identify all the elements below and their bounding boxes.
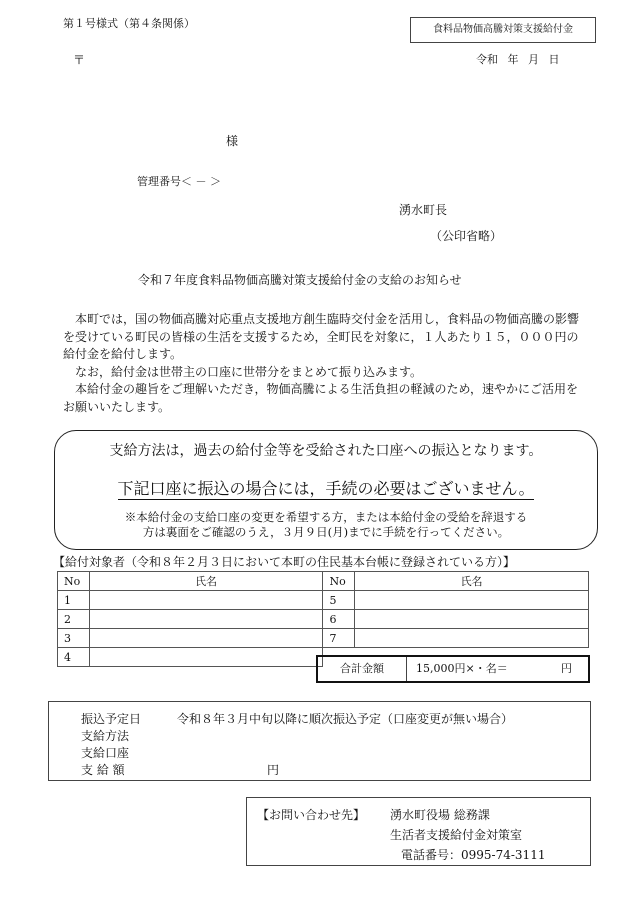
row-no: 4 xyxy=(58,648,90,667)
row-no: 3 xyxy=(58,629,90,648)
management-number: 管理番号＜ － ＞ xyxy=(137,175,221,188)
method-label: 支給方法 xyxy=(81,729,130,743)
body-text xyxy=(63,311,588,416)
row-no: 6 xyxy=(323,610,355,629)
name-cell xyxy=(89,648,323,667)
col-no-left: No xyxy=(58,572,90,591)
notice-line-1: 支給方法は，過去の給付金等を受給された口座への振込となります。 xyxy=(109,443,543,459)
notice-emphasis: 下記口座に振込の場合には，手続の必要はございません。 xyxy=(117,479,535,498)
table-row xyxy=(58,629,589,648)
notice-line-3a: ※本給付金の支給口座の変更を希望する方，または本給付金の受給を辞退する xyxy=(124,510,528,524)
table-row xyxy=(58,591,589,610)
total-unit: 円 xyxy=(561,662,572,675)
body-paragraph-2: なお，給付金は世帯主の口座に世帯分をまとめて振り込みます。 xyxy=(75,364,423,379)
name-cell xyxy=(355,610,589,629)
name-cell xyxy=(355,629,589,648)
body-paragraph-3: 本給付金の趣旨をご理解いただき，物価高騰による生活負担の軽減のため，速やかにご活用をお願いいたします。 xyxy=(63,382,579,414)
col-name-right: 氏名 xyxy=(355,572,589,591)
schedule-value: 令和８年３月中旬以降に順次振込予定（口座変更が無い場合） xyxy=(177,712,514,726)
contact-phone: 電話番号：0995-74-3111 xyxy=(401,848,546,862)
schedule-row xyxy=(81,710,513,727)
name-cell xyxy=(355,591,589,610)
postal-mark: 〒 xyxy=(73,53,86,67)
issuer-name: 湧水町長 xyxy=(399,203,448,217)
name-cell xyxy=(89,610,323,629)
col-no-right: No xyxy=(323,572,355,591)
amount-unit: 円 xyxy=(267,763,280,777)
name-cell xyxy=(89,629,323,648)
form-number: 第１号様式（第４条関係） xyxy=(63,17,195,30)
account-row xyxy=(81,744,177,761)
row-no: 7 xyxy=(323,629,355,648)
row-no: 5 xyxy=(323,591,355,610)
contact-office: 湧水町役場 総務課 xyxy=(390,808,490,822)
name-cell xyxy=(89,591,323,610)
contact-box xyxy=(246,797,591,866)
recipient-table xyxy=(57,571,589,667)
total-amount-box xyxy=(316,655,590,683)
notice-line-3 xyxy=(55,510,597,540)
schedule-label: 振込予定日 xyxy=(81,712,142,726)
notice-line-3b: 方は裏面をご確認のうえ，３月９日(月)までに手続を行ってください。 xyxy=(142,525,510,539)
payment-notice-box xyxy=(54,430,598,550)
document-title: 令和７年度食料品物価高騰対策支援給付金の支給のお知らせ xyxy=(138,273,462,287)
contact-label: 【お問い合わせ先】 xyxy=(257,808,366,822)
contact-section: 生活者支援給付金対策室 xyxy=(390,828,523,842)
payment-info-box xyxy=(48,701,591,781)
row-no: 1 xyxy=(58,591,90,610)
issue-date: 令和 年 月 日 xyxy=(476,53,560,66)
amount-row xyxy=(81,761,279,778)
header-label-box: 食料品物価高騰対策支援給付金 xyxy=(410,17,596,43)
total-label: 合計金額 xyxy=(318,657,407,681)
table-row xyxy=(58,610,589,629)
seal-note: （公印省略） xyxy=(430,229,503,243)
row-no: 2 xyxy=(58,610,90,629)
account-label: 支給口座 xyxy=(81,746,130,760)
amount-label: 支 給 額 xyxy=(81,763,125,777)
target-heading: 【給付対象者（令和８年２月３日において本町の住民基本台帳に登録されている方）】 xyxy=(53,555,516,569)
table-header-row xyxy=(58,572,589,591)
total-formula: 15,000円×・名＝ xyxy=(416,662,508,675)
addressee-suffix: 様 xyxy=(226,134,239,148)
body-paragraph-1: 本町では，国の物価高騰対応重点支援地方創生臨時交付金を活用し，食料品の物価高騰の影響を受けている町民の皆様の生活を支援するため，全町民を対象に，１人あたり１５，０００円の給付金を給付します。 xyxy=(63,312,580,361)
notice-line-2 xyxy=(55,476,597,499)
method-row xyxy=(81,727,177,744)
col-name-left: 氏名 xyxy=(89,572,323,591)
